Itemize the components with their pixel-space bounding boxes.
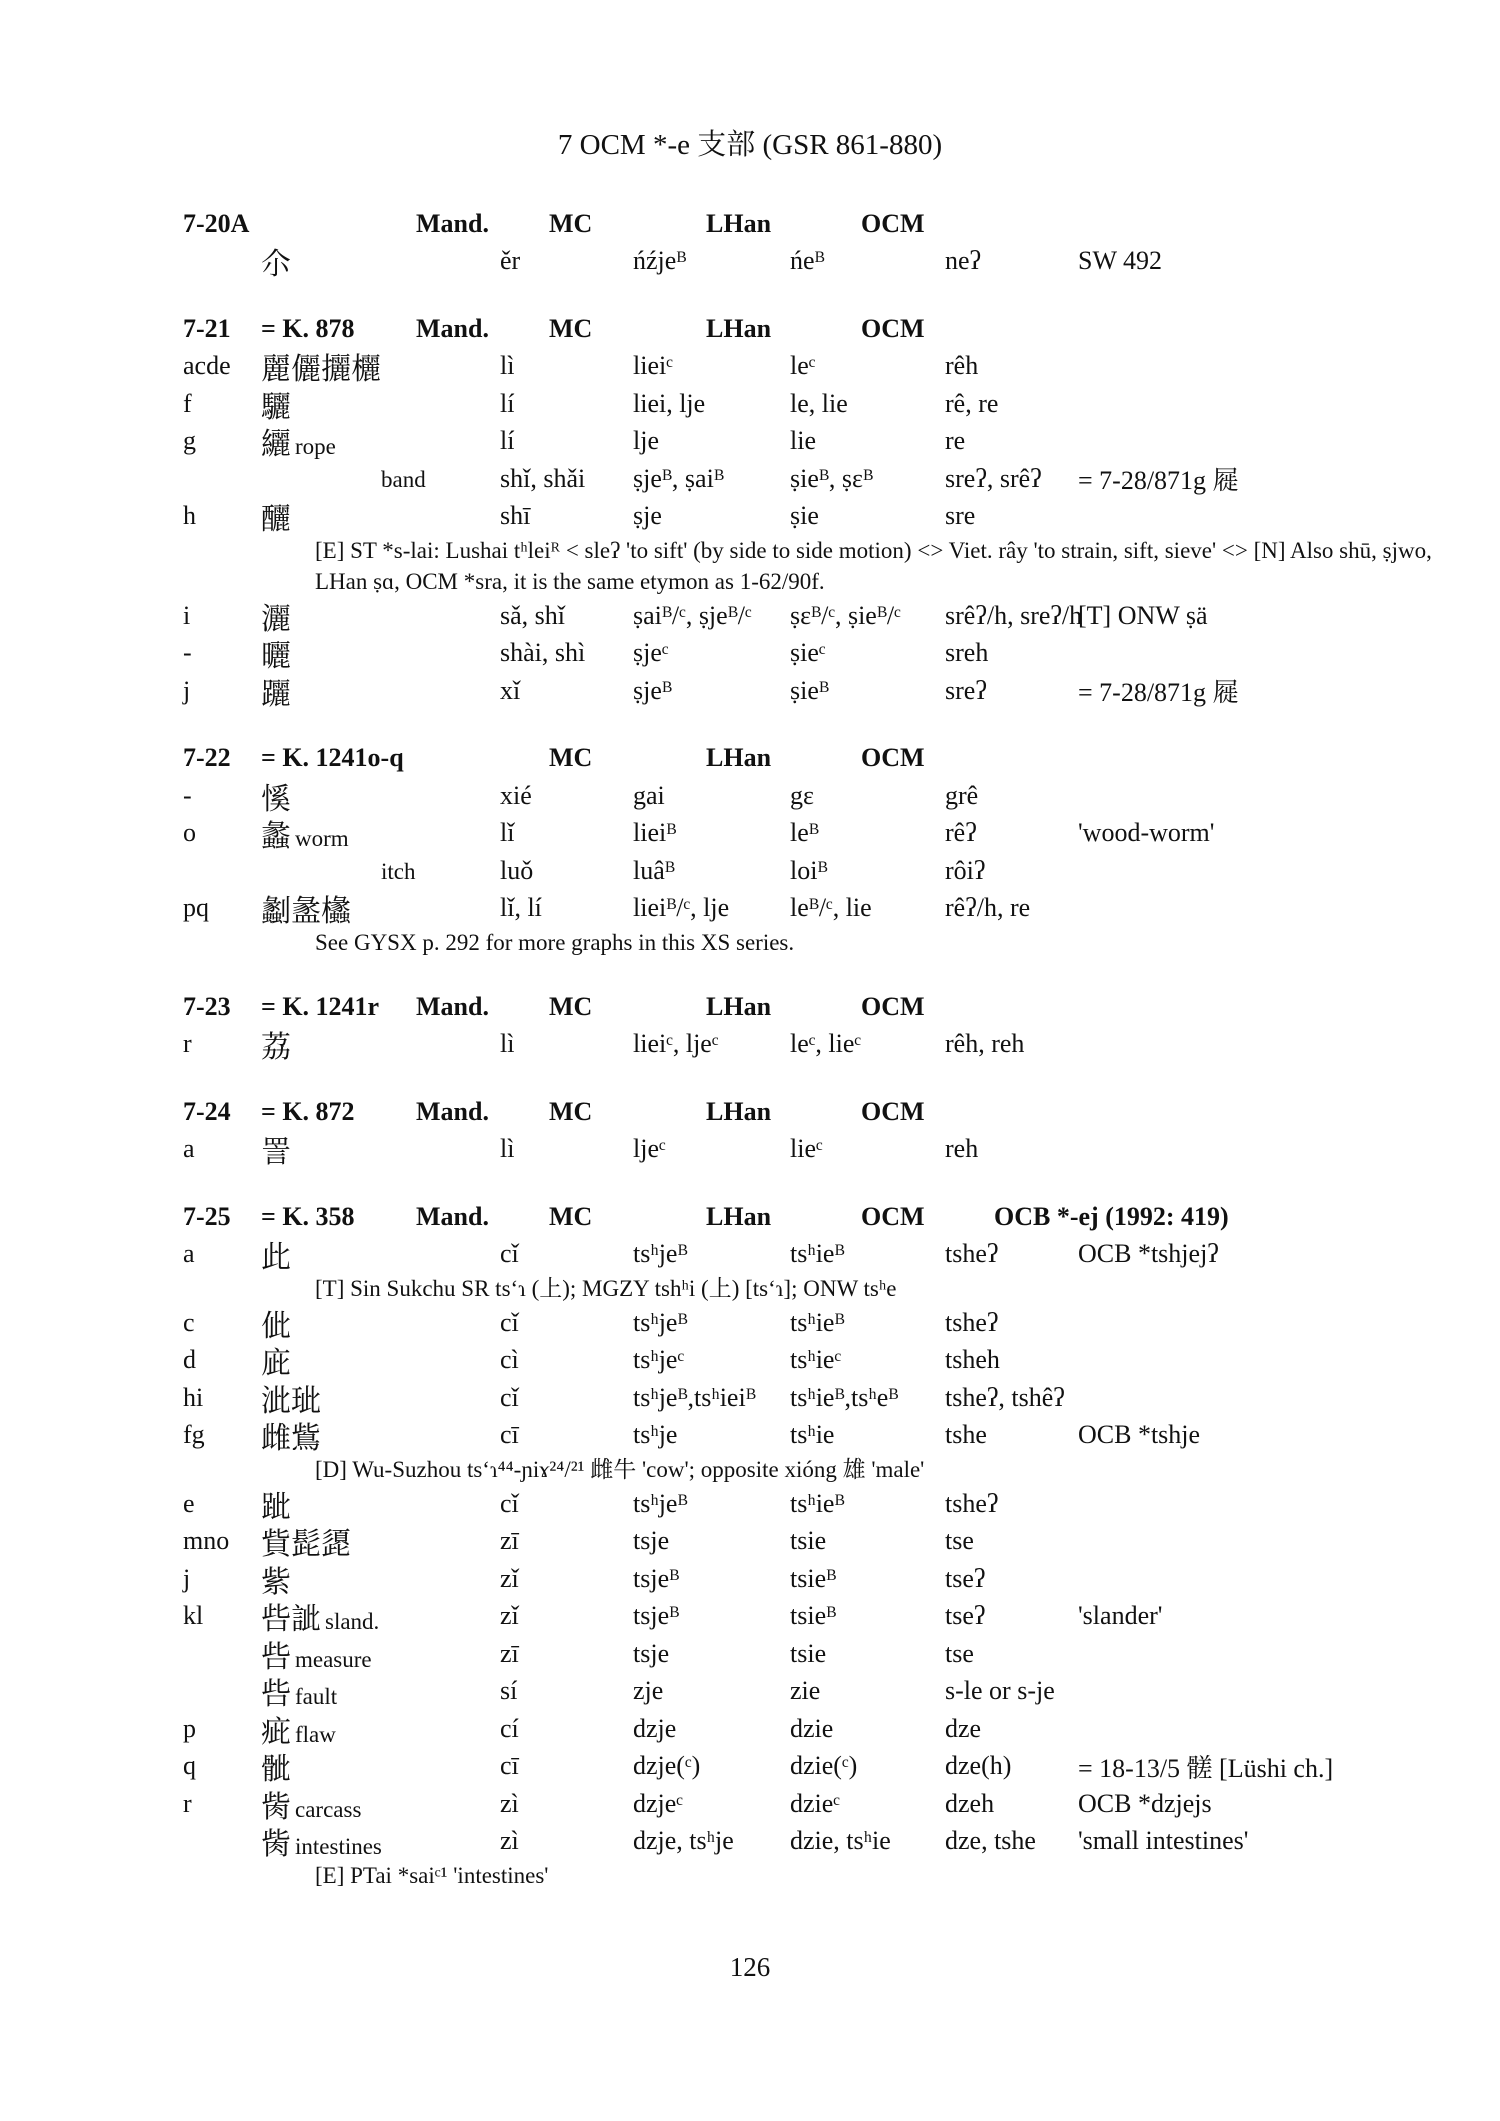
character-cell — [261, 494, 500, 538]
entry-row — [183, 1131, 1363, 1169]
header-cell: Mand. — [416, 208, 489, 238]
gloss: rope — [295, 434, 336, 460]
comment: OCB *dzjejs — [1078, 1788, 1212, 1818]
graph: 劙盠欚 — [261, 894, 351, 930]
row-letter: q — [183, 1751, 196, 1781]
comment: OCB *tshjejʔ — [1078, 1239, 1219, 1269]
mandarin: lì — [500, 351, 515, 381]
header-cell: LHan — [706, 208, 772, 238]
middle-chinese: lieiᴮ — [633, 818, 677, 848]
entry-row — [183, 1635, 1363, 1673]
middle-chinese: tsʰjeᴮ,tsʰieiᴮ — [633, 1382, 756, 1412]
row-letter: d — [183, 1345, 196, 1375]
later-han: ńeᴮ — [790, 246, 825, 276]
entry-block — [183, 1093, 1363, 1171]
header-cell: = K. 878 — [261, 313, 355, 343]
graph: 跐 — [261, 1489, 291, 1525]
old-chinese: tshe — [945, 1420, 987, 1450]
later-han: tsʰie — [790, 1420, 835, 1450]
middle-chinese: tsʰjeᶜ — [633, 1345, 685, 1375]
later-han: ṣieᴮ — [790, 675, 829, 705]
gloss: itch — [381, 858, 416, 884]
mandarin: xǐ — [500, 675, 521, 705]
header-cell: LHan — [706, 991, 772, 1021]
later-han: dzieᶜ — [790, 1788, 840, 1818]
row-letter: e — [183, 1488, 195, 1518]
entry-header — [183, 740, 1363, 778]
row-letter: - — [183, 780, 192, 810]
header-cell: MC — [549, 743, 593, 773]
entry-block — [183, 205, 1363, 283]
comment: 'small intestines' — [1078, 1826, 1249, 1856]
header-cell: LHan — [706, 313, 772, 343]
later-han: leᶜ — [790, 351, 816, 381]
row-letter: c — [183, 1307, 195, 1337]
mandarin: zì — [500, 1788, 519, 1818]
middle-chinese: ṣjeᴮ, ṣaiᴮ — [633, 463, 724, 493]
graph: 佌 — [261, 1308, 291, 1344]
comment: = 7-28/871g 屣 — [1078, 678, 1239, 708]
entry-header — [183, 310, 1363, 348]
entry-row — [183, 1823, 1363, 1861]
old-chinese: sreh — [945, 638, 989, 668]
graph: 驪 — [261, 389, 291, 425]
later-han: le, lie — [790, 388, 848, 418]
comment: OCB *tshje — [1078, 1420, 1201, 1450]
header-cell: Mand. — [416, 991, 489, 1021]
header-cell: OCM — [861, 743, 925, 773]
middle-chinese: tsjeᴮ — [633, 1563, 680, 1593]
old-chinese: re — [945, 426, 966, 456]
entry-block — [183, 1198, 1363, 1891]
mandarin: cī — [500, 1420, 519, 1450]
later-han: leᶜ, lieᶜ — [790, 1029, 862, 1059]
header-cell: 7-22 — [183, 743, 231, 773]
comment: [T] ONW ṣä — [1078, 600, 1208, 630]
graph: 曬 — [261, 639, 291, 675]
mandarin: shài, shì — [500, 638, 586, 668]
later-han: gɛ — [790, 780, 814, 810]
mandarin: luǒ — [500, 855, 534, 885]
entry-row — [183, 1304, 1363, 1342]
later-han: tsʰieᴮ — [790, 1239, 845, 1269]
old-chinese: dze(h) — [945, 1751, 1012, 1781]
character-cell — [261, 1232, 500, 1276]
character-cell — [261, 239, 500, 283]
header-cell: 7-21 — [183, 313, 231, 343]
row-letter: p — [183, 1713, 196, 1743]
old-chinese: tse — [945, 1638, 974, 1668]
header-cell: = K. 1241o-q — [261, 743, 404, 773]
middle-chinese: lieiᴮ/ᶜ, lje — [633, 893, 730, 923]
entry-row — [183, 498, 1363, 536]
old-chinese: tseʔ — [945, 1601, 986, 1631]
mandarin: zī — [500, 1526, 519, 1556]
later-han: zie — [790, 1676, 821, 1706]
header-cell: MC — [549, 991, 593, 1021]
old-chinese: rêh — [945, 351, 979, 381]
old-chinese: tsheʔ — [945, 1307, 999, 1337]
middle-chinese: lieiᶜ — [633, 351, 673, 381]
gloss: fault — [295, 1684, 338, 1710]
later-han: dzie, tsʰie — [790, 1826, 891, 1856]
graph: 麗儷攦欐 — [261, 352, 381, 388]
mandarin: cǐ — [500, 1307, 519, 1337]
middle-chinese: dzje, tsʰje — [633, 1826, 734, 1856]
later-han: tsʰieᴮ,tsʰeᴮ — [790, 1382, 899, 1412]
old-chinese: rêʔ — [945, 818, 977, 848]
character-cell — [261, 1819, 500, 1863]
row-letter: r — [183, 1788, 192, 1818]
middle-chinese: gai — [633, 780, 665, 810]
later-han: tsʰieᴮ — [790, 1488, 845, 1518]
later-han: ṣieᶜ — [790, 638, 826, 668]
middle-chinese: ńźjeᴮ — [633, 246, 687, 276]
graph: 呰訿 — [261, 1602, 321, 1638]
entry-header — [183, 1093, 1363, 1131]
graph: 慀 — [261, 781, 291, 817]
graph: 此 — [261, 1240, 291, 1276]
gloss: measure — [295, 1646, 372, 1672]
entry-block — [183, 310, 1432, 712]
old-chinese: dzeh — [945, 1788, 995, 1818]
entry-row — [183, 1026, 1363, 1064]
old-chinese: srêʔ/h, sreʔ/h — [945, 600, 1083, 630]
entry-note: [E] PTai *saiᶜ¹ 'intestines' — [315, 1863, 549, 1888]
entry-note: [D] Wu-Suzhou tsʻɿ⁴⁴-ɲiɤ²⁴/²¹ 雌牛 'cow'; opposite xióng 雄 'male' — [315, 1457, 925, 1482]
header-cell: OCB *-ej (1992: 419) — [994, 1201, 1229, 1231]
entry-blocks — [183, 205, 1432, 1921]
later-han: ṣieᴮ, ṣɛᴮ — [790, 463, 874, 493]
middle-chinese: tsʰjeᴮ — [633, 1239, 688, 1269]
row-letter: mno — [183, 1526, 230, 1556]
later-han: dzie — [790, 1713, 834, 1743]
header-cell: = K. 358 — [261, 1201, 355, 1231]
mandarin: cǐ — [500, 1488, 519, 1518]
entry-row — [183, 1673, 1363, 1711]
middle-chinese: zje — [633, 1676, 664, 1706]
row-letter: fg — [183, 1420, 205, 1450]
mandarin: lǐ — [500, 818, 515, 848]
graph: 尒 — [261, 247, 291, 283]
graph: 貲髭頾 — [261, 1527, 351, 1563]
mandarin: cǐ — [500, 1239, 519, 1269]
graph: 胔 — [261, 1789, 291, 1825]
graph: 胔 — [261, 1827, 291, 1863]
row-letter: f — [183, 388, 192, 418]
middle-chinese: ṣjeᴮ — [633, 675, 672, 705]
header-cell: MC — [549, 313, 593, 343]
old-chinese: rêh, reh — [945, 1029, 1025, 1059]
mandarin: cí — [500, 1713, 519, 1743]
entry-row — [183, 1236, 1363, 1274]
comment: 'wood-worm' — [1078, 818, 1215, 848]
header-cell: MC — [549, 208, 593, 238]
character-cell — [261, 669, 500, 713]
mandarin: sǎ, shǐ — [500, 600, 565, 630]
later-han: lieᶜ — [790, 1134, 823, 1164]
middle-chinese: dzje — [633, 1713, 677, 1743]
header-cell: = K. 1241r — [261, 991, 380, 1021]
old-chinese: dze, tshe — [945, 1826, 1036, 1856]
middle-chinese: dzje(ᶜ) — [633, 1751, 701, 1781]
graph: 灑 — [261, 601, 291, 637]
mandarin: zì — [500, 1826, 519, 1856]
gloss: band — [381, 466, 426, 492]
middle-chinese: lje — [633, 426, 659, 456]
header-cell: Mand. — [416, 1096, 489, 1126]
row-letter: - — [183, 638, 192, 668]
middle-chinese: luâᴮ — [633, 855, 675, 885]
row-letter: h — [183, 501, 196, 531]
character-cell — [261, 419, 500, 463]
row-letter: a — [183, 1134, 195, 1164]
header-cell: OCM — [861, 1201, 925, 1231]
graph: 雌鴜 — [261, 1421, 321, 1457]
mandarin: lí — [500, 388, 515, 418]
page-number: 126 — [729, 1952, 771, 1982]
mandarin: lí — [500, 426, 515, 456]
old-chinese: tsheʔ — [945, 1239, 999, 1269]
old-chinese: sreʔ, srêʔ — [945, 463, 1042, 493]
graph: 詈 — [261, 1135, 291, 1171]
entry-row — [183, 348, 1363, 386]
entry-note: See GYSX p. 292 for more graphs in this XS series. — [315, 930, 795, 955]
row-letter: g — [183, 426, 196, 456]
header-cell: OCM — [861, 991, 925, 1021]
row-letter: kl — [183, 1601, 204, 1631]
row-letter: j — [183, 675, 191, 705]
later-han: loiᴮ — [790, 855, 828, 885]
graph: 呰 — [261, 1639, 291, 1675]
comment: SW 492 — [1078, 246, 1163, 276]
entry-note: [T] Sin Sukchu SR tsʻɿ (上); MGZY tshʰi (上) [tsʻɿ]; ONW tsʰe — [315, 1276, 897, 1301]
later-han: dzie(ᶜ) — [790, 1751, 858, 1781]
later-han: ṣie — [790, 501, 819, 531]
entry-header — [183, 1198, 1363, 1236]
gloss: sland. — [325, 1609, 380, 1635]
graph: 蠡 — [261, 819, 291, 855]
old-chinese: rêʔ/h, re — [945, 893, 1031, 923]
row-letter: j — [183, 1563, 191, 1593]
old-chinese: sreʔ — [945, 675, 987, 705]
old-chinese: tse — [945, 1526, 974, 1556]
middle-chinese: tsje — [633, 1526, 670, 1556]
entry-header — [183, 205, 1363, 243]
entry-header — [183, 988, 1363, 1026]
character-cell — [261, 1413, 500, 1457]
mandarin: xié — [500, 780, 532, 810]
comment: 'slander' — [1078, 1601, 1163, 1631]
middle-chinese: ljeᶜ — [633, 1134, 666, 1164]
comment: = 7-28/871g 屣 — [1078, 466, 1239, 496]
header-cell: 7-25 — [183, 1201, 231, 1231]
graph: 呰 — [261, 1677, 291, 1713]
entry-row — [183, 1598, 1363, 1636]
mandarin: zǐ — [500, 1601, 519, 1631]
middle-chinese: dzjeᶜ — [633, 1788, 683, 1818]
mandarin: cǐ — [500, 1382, 519, 1412]
entry-row — [183, 1785, 1363, 1823]
old-chinese: rê, re — [945, 388, 999, 418]
graph: 骴 — [261, 1752, 291, 1788]
row-letter: i — [183, 600, 191, 630]
mandarin: ěr — [500, 246, 521, 276]
page-title: 7 OCM *-e 支部 (GSR 861-880) — [557, 129, 943, 161]
mandarin: cì — [500, 1345, 519, 1375]
header-cell: MC — [549, 1096, 593, 1126]
old-chinese: reh — [945, 1134, 979, 1164]
later-han: tsie — [790, 1638, 827, 1668]
character-cell — [261, 886, 500, 930]
later-han: tsie — [790, 1526, 827, 1556]
mandarin: zǐ — [500, 1563, 519, 1593]
header-cell: MC — [549, 1201, 593, 1231]
later-han: leᴮ/ᶜ, lie — [790, 893, 872, 923]
later-han: leᴮ — [790, 818, 819, 848]
header-cell: Mand. — [416, 1201, 489, 1231]
entry-row — [183, 1417, 1363, 1455]
later-han: lie — [790, 426, 816, 456]
character-cell — [261, 464, 500, 494]
entry-row — [183, 852, 1363, 890]
character-cell — [261, 1022, 500, 1066]
header-cell: LHan — [706, 1096, 772, 1126]
gloss: flaw — [295, 1721, 336, 1747]
gloss: worm — [295, 826, 349, 852]
old-chinese: rôiʔ — [945, 855, 986, 885]
entry-row — [183, 815, 1363, 853]
later-han: ṣɛᴮ/ᶜ, ṣieᴮ/ᶜ — [790, 600, 901, 630]
header-cell: 7-23 — [183, 991, 231, 1021]
mandarin: shǐ, shǎi — [500, 463, 586, 493]
middle-chinese: lieiᶜ, ljeᶜ — [633, 1029, 719, 1059]
graph: 泚玼 — [261, 1383, 321, 1419]
entry-row — [183, 1342, 1363, 1380]
graph: 庛 — [261, 1346, 291, 1382]
row-letter: r — [183, 1029, 192, 1059]
character-cell — [261, 1127, 500, 1171]
old-chinese: grê — [945, 780, 979, 810]
header-cell: OCM — [861, 208, 925, 238]
later-han: tsʰieᶜ — [790, 1345, 842, 1375]
later-han: tsieᴮ — [790, 1601, 837, 1631]
graph: 躧 — [261, 676, 291, 712]
mandarin: lì — [500, 1134, 515, 1164]
graph: 荔 — [261, 1030, 291, 1066]
old-chinese: tsheʔ, tshêʔ — [945, 1382, 1065, 1412]
entry-row — [183, 1379, 1363, 1417]
header-cell: = K. 872 — [261, 1096, 355, 1126]
entry-row — [183, 243, 1363, 281]
entry-row — [183, 1710, 1363, 1748]
entry-note: [E] ST *s-lai: Lushai tʰleiᴿ < sleʔ 'to sift' (by side to side motion) <> Viet. rây 'to strain, sift, sieve' <> [N] Also shū, ṣjwo, LHan ṣɑ, OCM *sra, it is the same etymon as 1-62/90f. — [315, 538, 1432, 594]
entry-row — [183, 423, 1363, 461]
graph: 紫 — [261, 1564, 291, 1600]
entry-row — [183, 1748, 1363, 1786]
old-chinese: tsheʔ — [945, 1488, 999, 1518]
middle-chinese: liei, lje — [633, 388, 706, 418]
mandarin: cī — [500, 1751, 519, 1781]
graph: 釃 — [261, 502, 291, 538]
entry-row — [183, 777, 1363, 815]
row-letter: hi — [183, 1382, 204, 1412]
middle-chinese: tsʰje — [633, 1420, 678, 1450]
old-chinese: tseʔ — [945, 1563, 986, 1593]
old-chinese: neʔ — [945, 246, 982, 276]
gloss: carcass — [295, 1796, 362, 1822]
entry-row — [183, 1560, 1363, 1598]
middle-chinese: ṣje — [633, 501, 662, 531]
middle-chinese: tsjeᴮ — [633, 1601, 680, 1631]
middle-chinese: tsʰjeᴮ — [633, 1488, 688, 1518]
row-letter: pq — [183, 893, 209, 923]
character-cell — [261, 811, 500, 855]
mandarin: shī — [500, 501, 531, 531]
middle-chinese: tsʰjeᴮ — [633, 1307, 688, 1337]
entry-block — [183, 988, 1363, 1066]
entry-row — [183, 460, 1363, 498]
middle-chinese: ṣjeᶜ — [633, 638, 669, 668]
entry-row — [183, 385, 1363, 423]
entry-row — [183, 890, 1363, 928]
entry-row — [183, 597, 1363, 635]
header-cell: OCM — [861, 313, 925, 343]
entry-block — [183, 740, 1363, 959]
header-cell: LHan — [706, 1201, 772, 1231]
mandarin: lì — [500, 1029, 515, 1059]
graph: 疵 — [261, 1714, 291, 1750]
old-chinese: tsheh — [945, 1345, 1000, 1375]
mandarin: zī — [500, 1638, 519, 1668]
header-cell: 7-20A — [183, 208, 250, 238]
character-cell — [261, 856, 500, 886]
old-chinese: sre — [945, 501, 976, 531]
entry-row — [183, 635, 1363, 673]
middle-chinese: tsje — [633, 1638, 670, 1668]
entry-row — [183, 1485, 1363, 1523]
header-cell: 7-24 — [183, 1096, 231, 1126]
old-chinese: s-le or s-je — [945, 1676, 1055, 1706]
middle-chinese: ṣaiᴮ/ᶜ, ṣjeᴮ/ᶜ — [633, 600, 752, 630]
row-letter: a — [183, 1239, 195, 1269]
graph: 纚 — [261, 427, 291, 463]
old-chinese: dze — [945, 1713, 982, 1743]
header-cell: OCM — [861, 1096, 925, 1126]
comment: = 18-13/5 髊 [Lüshi ch.] — [1078, 1753, 1334, 1783]
row-letter: o — [183, 818, 196, 848]
entry-row — [183, 1523, 1363, 1561]
header-cell: LHan — [706, 743, 772, 773]
entry-row — [183, 672, 1363, 710]
mandarin: sí — [500, 1676, 518, 1706]
mandarin: lǐ, lí — [500, 893, 542, 923]
header-cell: Mand. — [416, 313, 489, 343]
later-han: tsieᴮ — [790, 1563, 837, 1593]
later-han: tsʰieᴮ — [790, 1307, 845, 1337]
gloss: intestines — [295, 1834, 382, 1860]
row-letter: acde — [183, 351, 231, 381]
